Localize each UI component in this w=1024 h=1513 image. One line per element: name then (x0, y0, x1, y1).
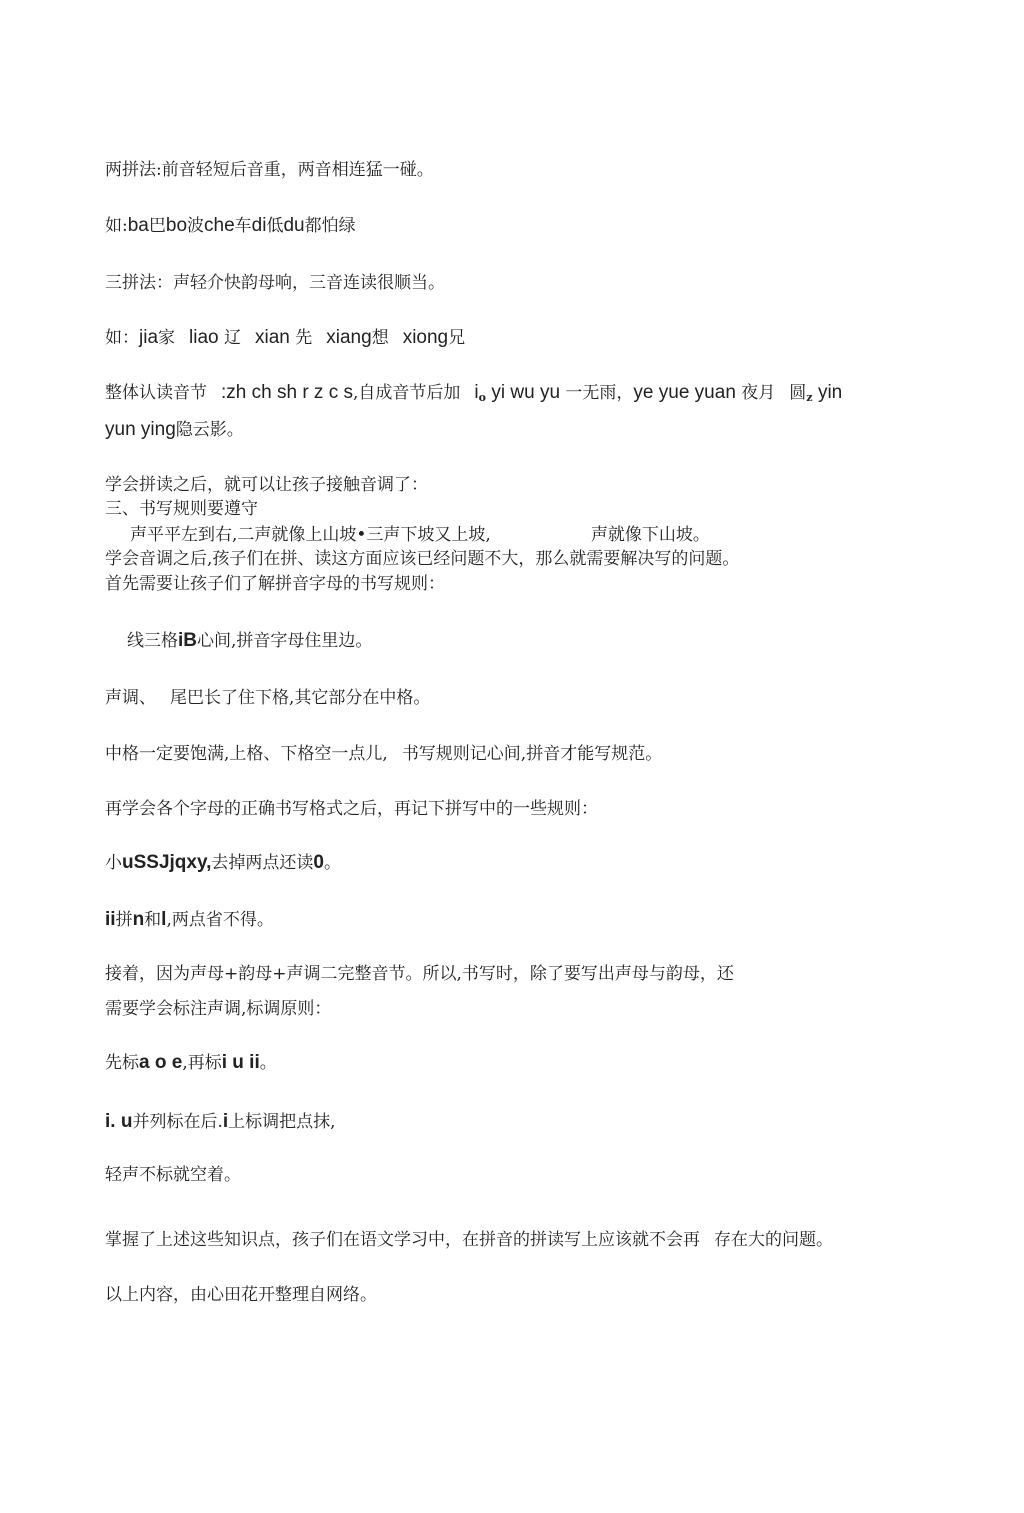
hanzi-xiong: 兄 (448, 328, 466, 348)
pinyin-yi-wu-yu: yi wu yu (491, 382, 561, 403)
hanzi-yuan-sub: z (806, 391, 813, 404)
conclusion-part-1: 掌握了上述这些知识点，孩子们在语文学习中，在拼音的拼读写上应该就不会再 (105, 1230, 700, 1250)
hanzi-yi-wu-yu: 一无雨， (565, 383, 634, 403)
middle-grid-text-1: 中格一定要饱满,上格、下格空一点儿, (105, 744, 388, 764)
pinyin-i: i (474, 382, 479, 403)
tone-rule-1-end: 。 (259, 1053, 277, 1073)
middle-grid-rule (105, 744, 662, 764)
pinyin-xiang: xiang (326, 327, 372, 348)
pinyin-ye-yue-yuan: ye yue yuan (633, 382, 736, 403)
tone-marking-intro-2: 需要学会标注声调,标调原则： (105, 999, 332, 1019)
umlaut-rule-1-a: 小 (105, 853, 122, 873)
spelling-rules-intro: 再学会各个字母的正确书写格式之后，再记下拼写中的一些规则： (105, 799, 598, 819)
hanzi-ba: 巴 (148, 216, 166, 236)
umlaut-rule-2-pin: 拼 (115, 910, 133, 930)
hanzi-liao: 辽 (224, 328, 241, 348)
umlaut-rule-1-end: 。 (323, 853, 341, 873)
pinyin-xian: xian (255, 327, 290, 348)
hanzi-che: 车 (234, 216, 252, 236)
tone-rule-1-iuii: i u ii (221, 1052, 260, 1073)
pinyin-yin: yin (817, 382, 843, 403)
section-three-heading: 三、书写规则要遵守 (105, 499, 258, 519)
hanzi-ye-yue: 夜月 (741, 383, 776, 403)
grid-rule-bold: iB (178, 630, 197, 651)
three-syllable-rule: 三拼法：声轻介快韵母响，三音连读很顺当。 (105, 273, 445, 293)
hanzi-bo: 波 (187, 216, 205, 236)
hanzi-xiang: 想 (371, 328, 389, 348)
whole-syllable-initials: :zh ch sh r z c s (221, 382, 353, 403)
tone-rhyme-part-1: 声平平左到右,二声就像上山坡•三声下坡又上坡, (130, 525, 491, 545)
pinyin-liao: liao (189, 327, 219, 348)
pinyin-yun-ying: yun ying (105, 419, 176, 440)
pinyin-che: che (204, 215, 235, 236)
tone-marking-rule-1 (105, 1053, 277, 1073)
four-line-grid-rule (127, 631, 372, 651)
source-note: 以上内容，由心田花开整理自网络。 (105, 1285, 377, 1305)
tone-rule-2-d: 上标调把点抹, (228, 1112, 336, 1132)
hanzi-yuan: 圆 (789, 383, 807, 403)
hanzi-xian: 先 (295, 328, 313, 348)
tone-marking-rule-2 (105, 1112, 336, 1132)
grid-rule-text-1: 线三格 (127, 631, 178, 651)
pinyin-xiong: xiong (402, 327, 449, 348)
umlaut-rule-2 (105, 910, 274, 930)
umlaut-rule-1-zero: 0 (313, 852, 324, 873)
tone-rhyme (130, 525, 710, 545)
tone-rhyme-part-2: 声就像下山坡。 (590, 525, 710, 545)
hanzi-du: 都怕绿 (304, 216, 356, 236)
whole-syllable-line-1 (105, 383, 842, 405)
umlaut-rule-2-ii: ii (105, 909, 116, 930)
middle-grid-text-2: 书写规则记心间,拼音才能写规范。 (401, 744, 663, 764)
three-syllable-examples (105, 328, 465, 348)
example-prefix: 如： (105, 328, 139, 348)
pinyin-jia: jia (139, 327, 159, 348)
tone-rule-1-aoe: a o e (139, 1052, 183, 1073)
hanzi-yun-ying: 隐云影。 (175, 420, 244, 440)
pinyin-du: du (283, 215, 305, 236)
conclusion (105, 1230, 833, 1250)
whole-syllable-line-2 (105, 420, 244, 440)
tone-rule-1-c: ,再标 (182, 1053, 222, 1073)
tone-rule-2-i: i (222, 1111, 229, 1132)
pinyin-ba: ba (127, 215, 149, 236)
hanzi-di: 低 (266, 216, 284, 236)
umlaut-rule-2-he: 和 (144, 910, 162, 930)
umlaut-rule-2-n: n (132, 909, 145, 930)
pinyin-i-sub: o (478, 391, 486, 404)
pinyin-di: di (251, 215, 267, 236)
tone-marking-intro-1: 接着，因为声母+韵母+声调二完整音节。所以,书写时，除了要写出声母与韵母，还 (105, 964, 734, 984)
pinyin-bo: bo (165, 215, 188, 236)
tone-tail-text: 尾巴长了住下格,其它部分在中格。 (170, 688, 431, 708)
grid-rule-text-2: 心间,拼音字母住里边。 (197, 631, 373, 651)
hanzi-jia: 家 (158, 328, 176, 348)
tone-intro: 学会拼读之后，就可以让孩子接触音调了： (105, 475, 428, 495)
tone-tail-label: 声调、 (105, 688, 156, 708)
example-prefix: 如: (105, 216, 128, 236)
umlaut-rule-1-bold: uSSJjqxy, (122, 852, 212, 873)
whole-syllable-label: 整体认读音节 (105, 383, 207, 403)
umlaut-rule-2-end: ,两点省不得。 (166, 910, 274, 930)
umlaut-rule-2-l: l (161, 909, 167, 930)
tone-rule-2-b: 并列标在后. (132, 1112, 223, 1132)
writing-intro: 学会音调之后,孩子们在拼、读这方面应该已经问题不大，那么就需要解决写的问题。 (105, 549, 740, 569)
tone-rule-2-iu: i. u (105, 1111, 133, 1132)
umlaut-rule-1 (105, 853, 341, 873)
two-syllable-examples (105, 216, 356, 236)
umlaut-rule-1-c: 去掉两点还读 (211, 853, 314, 873)
two-syllable-rule: 两拼法:前音轻短后音重，两音相连猛一碰。 (105, 160, 434, 180)
tone-tail-rule (105, 688, 430, 708)
neutral-tone-rule: 轻声不标就空着。 (105, 1165, 241, 1185)
writing-rules-intro: 首先需要让孩子们了解拼音字母的书写规则： (105, 574, 445, 594)
tone-rule-1-a: 先标 (105, 1053, 139, 1073)
whole-syllable-note: ,自成音节后加 (352, 383, 461, 403)
conclusion-part-2: 存在大的问题。 (714, 1230, 833, 1250)
